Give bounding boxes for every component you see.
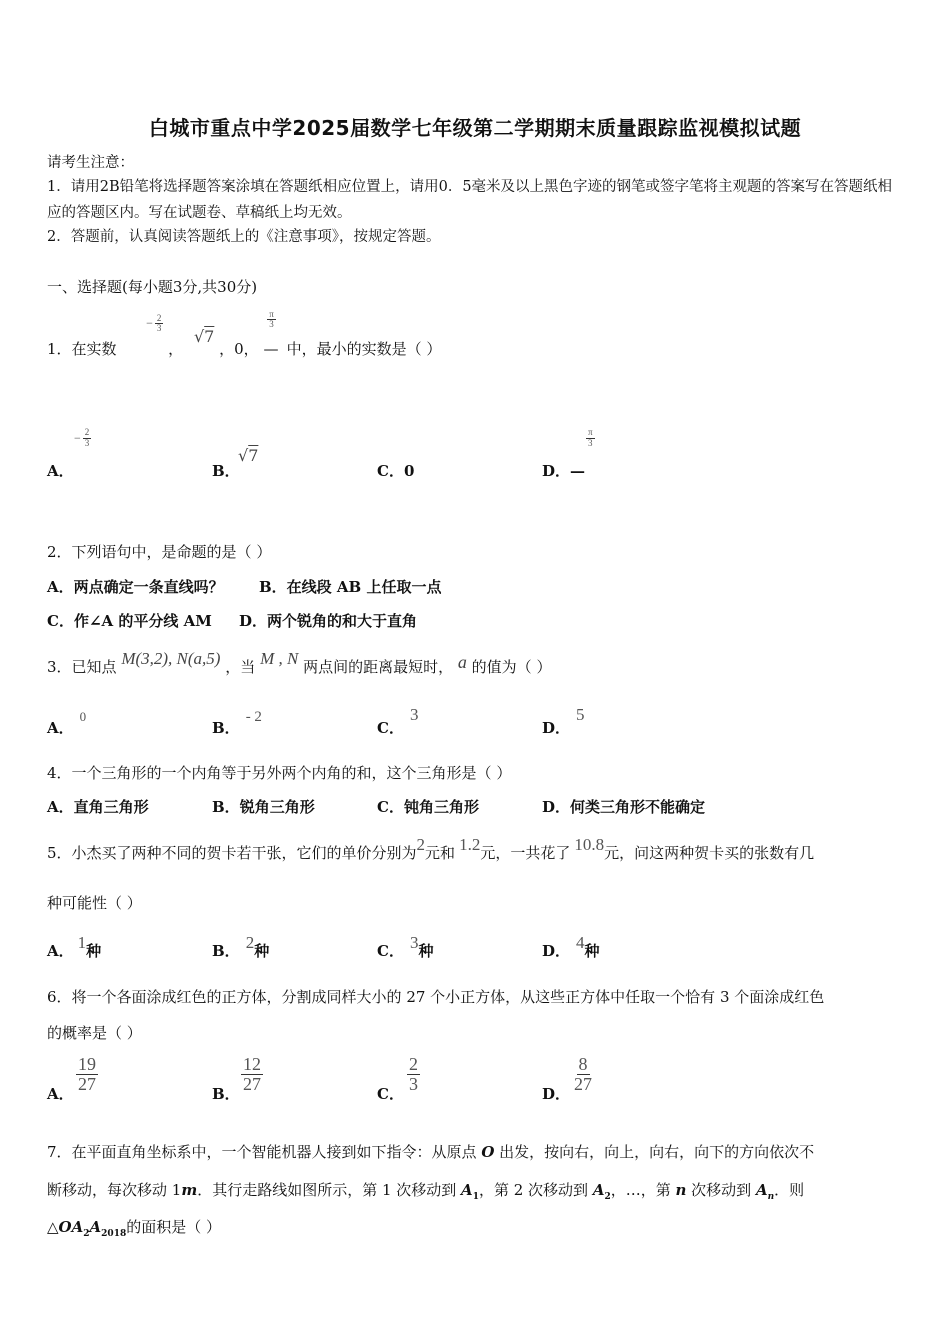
question-5-line2: 种可能性（ ） xyxy=(47,894,142,912)
q6-b-frac xyxy=(241,1055,263,1095)
q7-sub2b: 2 xyxy=(83,1229,90,1239)
question-5 xyxy=(47,835,815,863)
q1-option-d-label: D． xyxy=(542,462,571,480)
q5-p1: 5．小杰买了两种不同的贺卡若干张，它们的单价分别为 xyxy=(47,844,417,862)
q6-c-label: C． xyxy=(377,1085,404,1103)
q1-mid: ，0， xyxy=(219,340,259,358)
q5-c-label: C． xyxy=(377,942,404,960)
question-6-line2: 的概率是（ ） xyxy=(47,1024,142,1042)
q3-c-label: C． xyxy=(377,719,404,737)
q3-d-label: D． xyxy=(542,719,571,737)
question-7 xyxy=(47,1141,814,1162)
q1-frac-minus: − xyxy=(146,316,153,331)
q1-sqrt-val: 7 xyxy=(204,327,215,346)
sqrt-icon: √ xyxy=(193,327,205,346)
q1-option-a[interactable] xyxy=(47,460,74,481)
q5-d-unit: 种 xyxy=(584,942,600,960)
q3-suffix: 的值为（ ） xyxy=(471,658,552,676)
q4-b-text: 锐角三角形 xyxy=(239,798,315,816)
q1-b-val: 7 xyxy=(248,446,259,465)
q3-var: a xyxy=(457,652,467,672)
q6-c-frac xyxy=(407,1055,420,1095)
q4-d-label: D． xyxy=(542,798,571,816)
q5-c-unit: 种 xyxy=(418,942,434,960)
q7-sub2: 2 xyxy=(604,1192,611,1202)
q4-option-c[interactable] xyxy=(377,796,479,817)
q6-a-den: 27 xyxy=(78,1073,96,1094)
question-7-line3 xyxy=(47,1216,221,1239)
q5-p4: 元，问这两种贺卡买的张数有几 xyxy=(604,844,815,862)
q7-line2b: ．其行走路线如图所示，第 1 次移动到 xyxy=(197,1181,462,1199)
q1-suffix: 中，最小的实数是（ ） xyxy=(286,340,442,358)
q3-c-value: 3 xyxy=(409,705,419,724)
q6-a-label: A． xyxy=(47,1085,74,1103)
q1-option-b[interactable] xyxy=(212,460,240,481)
q2-option-b[interactable]: B．在线段 AB 上任取一点 xyxy=(259,578,442,596)
q7-line1b: 出发，按向右，向上，向右，向下的方向依次不 xyxy=(494,1143,815,1161)
question-3 xyxy=(47,649,552,677)
q6-d-num: 8 xyxy=(578,1054,588,1074)
q7-line1a: 7．在平面直角坐标系中，一个智能机器人接到如下指令：从原点 xyxy=(47,1143,482,1161)
q5-p3: 元，一共花了 xyxy=(480,844,571,862)
q3-mid: ，当 xyxy=(225,658,256,676)
q5-b-label: B． xyxy=(212,942,240,960)
q3-b-value: - 2 xyxy=(245,709,262,725)
section-heading: 一、选择题(每小题3分,共30分) xyxy=(47,278,258,296)
notice-item-1: 1．请用2B铅笔将选择题答案涂填在答题纸相应位置上，请用0．5毫米及以上黑色字迹的钢笔或签字笔将主观题的答案写在答题纸相应的答题区内。写在试题卷、草稿纸上均无效。 xyxy=(47,179,893,221)
notice-heading: 请考生注意： xyxy=(47,155,134,171)
q6-a-frac xyxy=(76,1055,98,1095)
q1-pi-frac xyxy=(267,310,276,330)
question-4: 4．一个三角形的一个内角等于另外两个内角的和，这个三角形是（ ） xyxy=(47,764,512,782)
q7-line2c: ，第 2 次移动到 xyxy=(478,1181,593,1199)
q3-option-b[interactable] xyxy=(212,709,262,738)
question-2: 2．下列语句中，是命题的是（ ） xyxy=(47,543,272,561)
q7-line2d: ，…，第 xyxy=(610,1181,676,1199)
q7-m: m xyxy=(181,1181,198,1199)
q7-line2a: 断移动，每次移动 1 xyxy=(47,1181,182,1199)
q6-b-num: 12 xyxy=(243,1054,261,1074)
q3-option-d[interactable] xyxy=(542,705,585,738)
q3-points: M(3,2), N(a,5) xyxy=(121,649,221,668)
q4-option-a[interactable] xyxy=(47,796,149,817)
q5-a-unit: 种 xyxy=(86,942,102,960)
q6-d-label: D． xyxy=(542,1085,571,1103)
q1-option-d[interactable] xyxy=(542,460,585,481)
q5-option-b[interactable] xyxy=(212,933,270,961)
q7-a2018: A xyxy=(89,1218,102,1236)
q5-v2: 1.2 xyxy=(459,835,481,854)
q1-option-c-value: 0 xyxy=(403,462,415,480)
notice-item-2: 2．答题前，认真阅读答题纸上的《注意事项》，按规定答题。 xyxy=(47,229,441,245)
q1-frac-num: 2 xyxy=(156,312,162,323)
q4-d-text: 何类三角形不能确定 xyxy=(570,798,706,816)
q6-b-label: B． xyxy=(212,1085,240,1103)
q5-option-d[interactable] xyxy=(542,933,600,961)
q3-b-label: B． xyxy=(212,719,240,737)
q1-option-a-label: A． xyxy=(47,462,74,480)
q5-d-label: D． xyxy=(542,942,571,960)
q1-option-c-label: C． xyxy=(377,462,404,480)
q6-d-den: 27 xyxy=(574,1073,592,1094)
q1-option-d-frac xyxy=(586,428,595,449)
q4-option-d[interactable] xyxy=(542,796,705,817)
q7-origin: O xyxy=(481,1143,495,1161)
q3-option-a[interactable] xyxy=(47,709,87,738)
q3-a-value: 0 xyxy=(79,709,87,724)
q3-prefix: 3．已知点 xyxy=(47,658,117,676)
q6-c-num: 2 xyxy=(409,1054,418,1074)
q3-d-value: 5 xyxy=(576,705,585,724)
q4-b-label: B． xyxy=(212,798,240,816)
q7-line2e: 次移动到 xyxy=(686,1181,756,1199)
q1-option-c[interactable] xyxy=(377,460,414,481)
q6-c-den: 3 xyxy=(409,1073,418,1094)
q7-subn: n xyxy=(767,1192,775,1202)
q2-option-d[interactable]: D．两个锐角的和大于直角 xyxy=(239,612,418,630)
page-title: 白城市重点中学2025届数学七年级第二学期期末质量跟踪监视模拟试题 xyxy=(148,116,802,140)
q7-line3: 的面积是（ ） xyxy=(126,1218,222,1236)
q1-a-num: 2 xyxy=(84,427,90,438)
q5-a-label: A． xyxy=(47,942,74,960)
q6-option-a[interactable] xyxy=(47,1083,74,1104)
question-7-line2 xyxy=(47,1179,804,1202)
q6-a-num: 19 xyxy=(78,1054,96,1074)
q1-option-a-frac xyxy=(74,428,91,449)
q6-option-d[interactable] xyxy=(542,1083,570,1104)
question-1 xyxy=(47,308,442,358)
q6-option-c[interactable] xyxy=(377,1083,404,1104)
q4-c-text: 钝角三角形 xyxy=(403,798,479,816)
q7-a1: A xyxy=(461,1181,473,1199)
q5-c-value: 3 xyxy=(409,933,419,952)
q1-d-num: π xyxy=(588,427,593,438)
q1-option-b-sqrt xyxy=(238,446,258,465)
q1-option-d-dash: — xyxy=(570,462,586,480)
q3-mn: M , N xyxy=(260,649,299,668)
q2-option-c[interactable]: C．作∠A 的平分线 AM xyxy=(47,612,212,630)
question-6: 6．将一个各面涂成红色的正方体，分割成同样大小的 27 个小正方体，从这些正方体中任取一个恰有 3 个面涂成红色 xyxy=(47,988,825,1006)
q7-oa: OA xyxy=(58,1218,84,1236)
q5-v1: 2 xyxy=(416,835,426,854)
sqrt-icon: √ xyxy=(238,446,249,465)
q1-dash: — xyxy=(263,340,279,358)
q5-b-unit: 种 xyxy=(254,942,270,960)
q1-pi-den: 3 xyxy=(269,319,274,330)
q4-a-label: A． xyxy=(47,798,74,816)
q2-option-a[interactable]: A．两点确定一条直线吗？ xyxy=(47,578,224,596)
q5-v3: 10.8 xyxy=(574,835,605,854)
triangle-icon: △ xyxy=(47,1218,59,1236)
q7-an: A xyxy=(755,1181,768,1199)
q5-option-a[interactable] xyxy=(47,933,102,961)
q1-a-den: 3 xyxy=(84,437,90,448)
q7-sub2018: 2018 xyxy=(101,1229,127,1239)
q6-b-den: 27 xyxy=(243,1073,261,1094)
q5-p2: 元和 xyxy=(425,844,456,862)
q5-option-c[interactable] xyxy=(377,933,434,961)
q1-prefix: 1．在实数 xyxy=(47,340,117,358)
q1-option-b-label: B． xyxy=(212,462,240,480)
q4-c-label: C． xyxy=(377,798,404,816)
q1-sqrt xyxy=(194,327,214,346)
q7-line2f: ．则 xyxy=(774,1181,805,1199)
q4-option-b[interactable] xyxy=(212,796,315,817)
q1-frac-den: 3 xyxy=(156,323,162,334)
q4-a-text: 直角三角形 xyxy=(73,798,149,816)
q1-d-den: 3 xyxy=(588,437,593,448)
q3-option-c[interactable] xyxy=(377,705,419,738)
q1-frac xyxy=(146,314,163,334)
q7-n: n xyxy=(675,1181,687,1199)
q1-sep: ， xyxy=(168,340,184,358)
q6-option-b[interactable] xyxy=(212,1083,240,1104)
q7-a2: A xyxy=(592,1181,605,1199)
q3-mid2: 两点间的距离最短时， xyxy=(303,658,454,676)
q5-d-value: 4 xyxy=(576,933,585,952)
q7-sub1: 1 xyxy=(472,1192,479,1202)
q6-d-frac xyxy=(574,1055,592,1095)
q1-pi-num: π xyxy=(269,308,274,319)
q5-a-value: 1 xyxy=(77,933,87,952)
q1-a-minus: − xyxy=(74,430,81,445)
q3-a-label: A． xyxy=(47,719,74,737)
q5-b-value: 2 xyxy=(245,933,255,952)
